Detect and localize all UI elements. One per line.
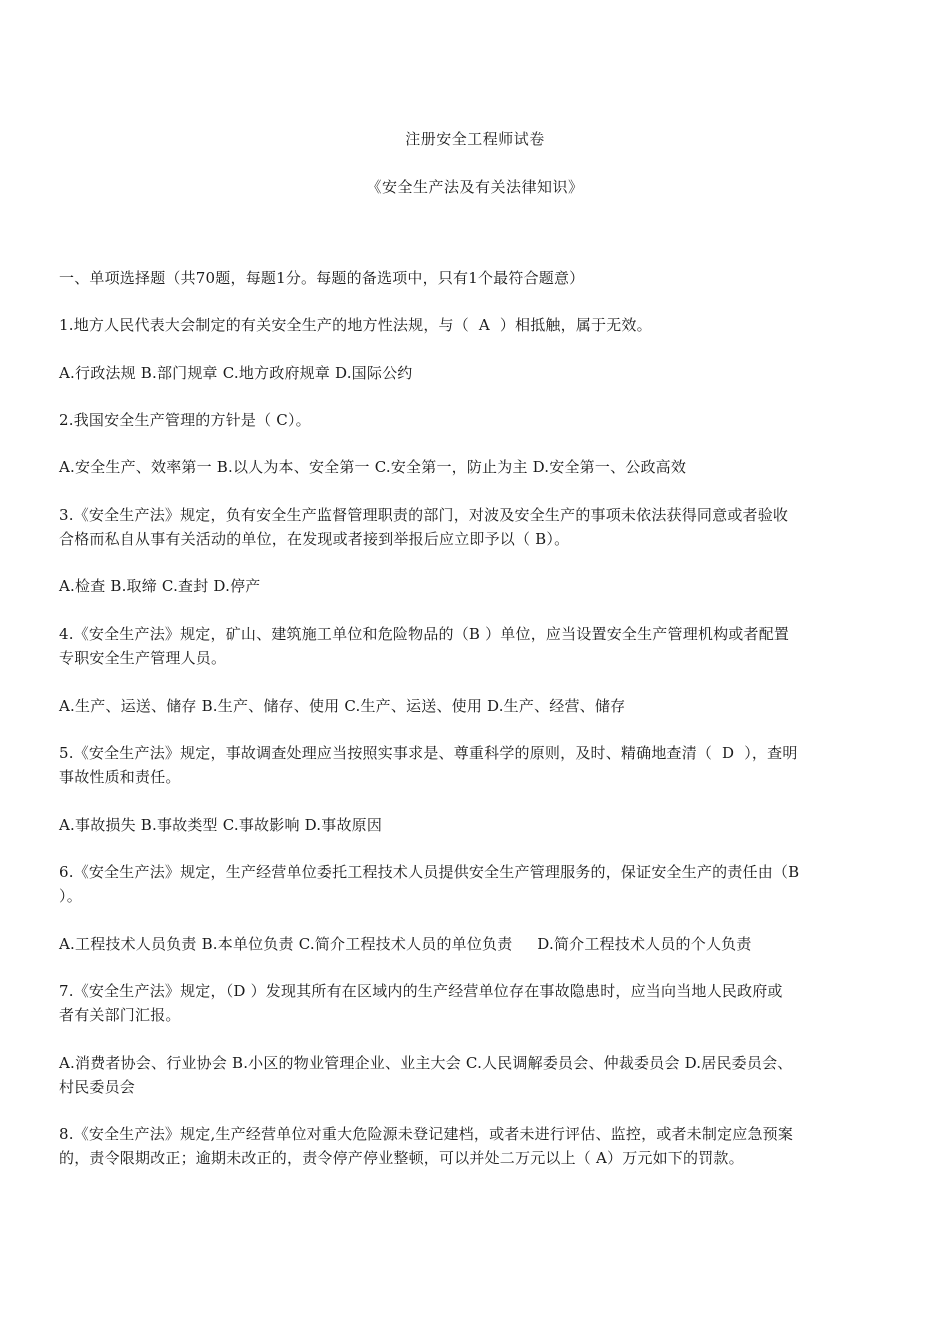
question-2-stem: 2.我国安全生产管理的方针是（ C）。 bbox=[59, 411, 311, 429]
question-8-stem-line1: 8.《安全生产法》规定,生产经营单位对重大危险源未登记建档，或者未进行评估、监控，或者未制定应急预案 bbox=[59, 1125, 794, 1143]
question-7-options-line1: A.消费者协会、行业协会 B.小区的物业管理企业、业主大会 C.人民调解委员会、仲裁委员会 D.居民委员会、 bbox=[59, 1054, 793, 1072]
document-subtitle: 《安全生产法及有关法律知识》 bbox=[366, 178, 584, 196]
question-2-options: A.安全生产、效率第一 B.以人为本、安全第一 C.安全第一，防止为主 D.安全第一、公政高效 bbox=[59, 458, 687, 476]
question-7-options-line2: 村民委员会 bbox=[59, 1078, 136, 1096]
question-5-options: A.事故损失 B.事故类型 C.事故影响 D.事故原因 bbox=[59, 816, 383, 834]
question-1-options: A.行政法规 B.部门规章 C.地方政府规章 D.国际公约 bbox=[59, 364, 413, 382]
question-3-stem-line1: 3.《安全生产法》规定，负有安全生产监督管理职责的部门，对波及安全生产的事项未依法获得同意或者验收 bbox=[59, 506, 789, 524]
question-7-stem-line2: 者有关部门汇报。 bbox=[59, 1006, 181, 1024]
question-5-stem-line1: 5.《安全生产法》规定，事故调查处理应当按照实事求是、尊重科学的原则，及时、精确地查清（ D ），查明 bbox=[59, 744, 798, 762]
question-7-stem-line1: 7.《安全生产法》规定，（D ）发现其所有在区域内的生产经营单位存在事故隐患时，应当向当地人民政府或 bbox=[59, 982, 783, 1000]
question-6-options: A.工程技术人员负责 B.本单位负责 C.简介工程技术人员的单位负责 D.简介工程技术人员的个人负责 bbox=[59, 935, 752, 953]
question-3-options: A.检查 B.取缔 C.查封 D.停产 bbox=[59, 577, 261, 595]
question-8-stem-line2: 的，责令限期改正；逾期未改正的，责令停产停业整顿，可以并处二万元以上（ A）万元如下的罚款。 bbox=[59, 1149, 744, 1167]
question-1-stem: 1.地方人民代表大会制定的有关安全生产的地方性法规，与（ A ）相抵触，属于无效。 bbox=[59, 316, 652, 334]
document-title: 注册安全工程师试卷 bbox=[405, 130, 545, 148]
question-3-stem-line2: 合格而私自从事有关活动的单位，在发现或者接到举报后应立即予以（ B）。 bbox=[59, 530, 570, 548]
question-4-options: A.生产、运送、储存 B.生产、储存、使用 C.生产、运送、使用 D.生产、经营、储存 bbox=[59, 697, 626, 715]
section-heading: 一、单项选择题（共70题，每题1分。每题的备选项中，只有1个最符合题意） bbox=[59, 269, 585, 287]
question-4-stem-line2: 专职安全生产管理人员。 bbox=[59, 649, 227, 667]
question-5-stem-line2: 事故性质和责任。 bbox=[59, 768, 181, 786]
question-6-stem-line2: ）。 bbox=[59, 887, 82, 905]
question-6-stem-line1: 6.《安全生产法》规定，生产经营单位委托工程技术人员提供安全生产管理服务的，保证安全生产的责任由（B bbox=[59, 863, 800, 881]
question-4-stem-line1: 4.《安全生产法》规定，矿山、建筑施工单位和危险物品的（B ）单位，应当设置安全生产管理机构或者配置 bbox=[59, 625, 790, 643]
